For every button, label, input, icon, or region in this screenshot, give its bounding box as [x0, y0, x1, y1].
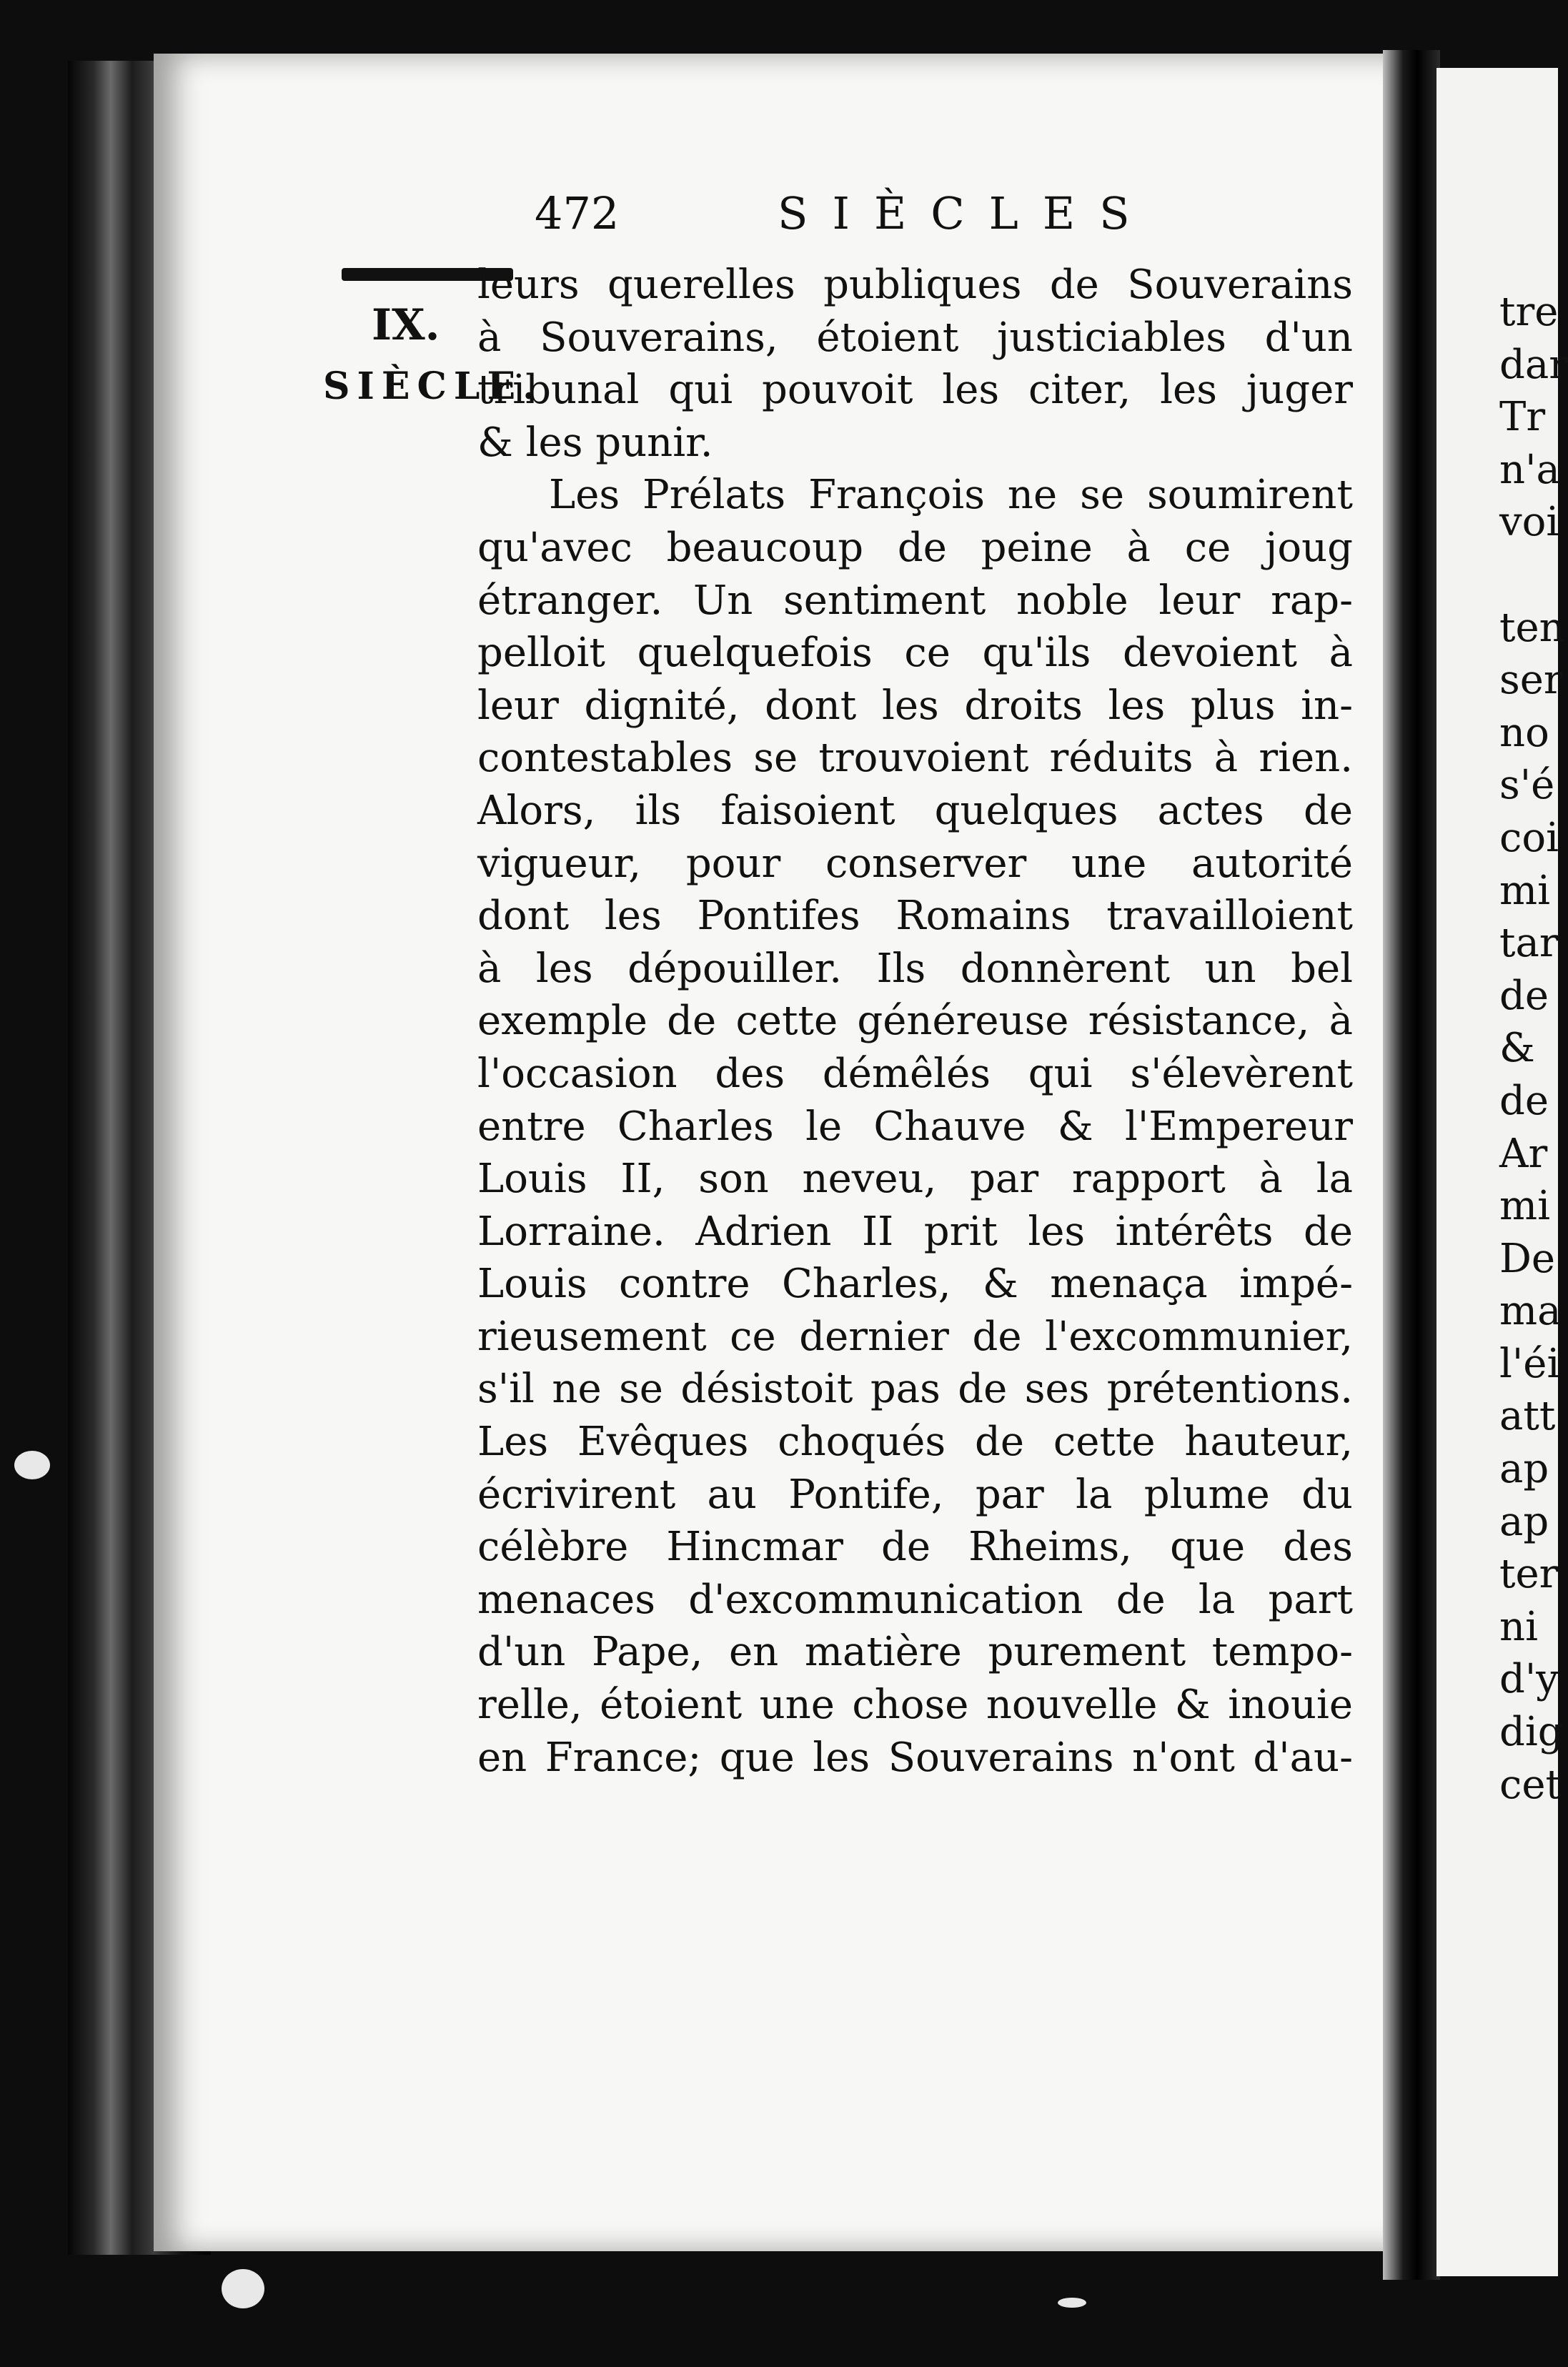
text-line: Alors, ils faisoient quelques actes de [477, 787, 1353, 834]
text-line: célèbre Hincmar de Rheims, que des [477, 1524, 1353, 1571]
text-line: Les Evêques choqués de cette hauteur, [477, 1419, 1353, 1466]
fragment: no [1499, 709, 1549, 756]
text-line: dont les Pontifes Romains travailloient [477, 893, 1353, 940]
fragment: De [1499, 1235, 1556, 1282]
text-line: à Souverains, étoient justiciables d'un [477, 314, 1353, 361]
text-line: relle, étoient une chose nouvelle & inouie [477, 1682, 1353, 1729]
fragment: dig [1499, 1709, 1564, 1756]
fragment: dar [1499, 341, 1568, 388]
fragment: Tr [1499, 394, 1546, 441]
fragment: ap [1499, 1446, 1549, 1493]
dust-speck [14, 1451, 50, 1479]
margin-century-number: IX. [372, 300, 440, 350]
text-line: Louis II, son neveu, par rapport à la [477, 1156, 1353, 1203]
text-line: à les dépouiller. Ils donnèrent un bel [477, 945, 1353, 992]
text-line: leurs querelles publiques de Souverains [477, 262, 1353, 308]
fragment: ap [1499, 1498, 1549, 1545]
text-line: s'il ne se désistoit pas de ses prétentions. [477, 1366, 1353, 1413]
text-line: pelloit quelquefois ce qu'ils devoient à [477, 630, 1353, 677]
fragment: mi [1499, 1183, 1551, 1230]
text-line: rieusement ce dernier de l'excommunier, [477, 1313, 1353, 1360]
fragment: l'éi [1499, 1340, 1560, 1387]
margin-century-label: SIÈCLE. [323, 364, 543, 408]
fragment: Ar [1499, 1130, 1548, 1177]
text-line: entre Charles le Chauve & l'Empereur [477, 1103, 1353, 1150]
fragment: & [1499, 1025, 1535, 1072]
fragment: de [1499, 1077, 1549, 1124]
text-line: étranger. Un sentiment noble leur rap- [477, 577, 1353, 624]
text-line: menaces d'excommunication de la part [477, 1576, 1353, 1623]
right-page-fragments [1499, 286, 1568, 1811]
text-line: en France; que les Souverains n'ont d'au- [477, 1734, 1353, 1781]
text-line: Louis contre Charles, & menaça impé- [477, 1261, 1353, 1308]
fragment: att [1499, 1393, 1556, 1440]
fragment: cet [1499, 1761, 1562, 1808]
text-line: l'occasion des démêlés qui s'élevèrent [477, 1050, 1353, 1097]
text-line: qu'avec beaucoup de peine à ce joug [477, 524, 1353, 571]
fragment: tar [1499, 920, 1559, 967]
text-line: tribunal qui pouvoit les citer, les juger [477, 367, 1353, 414]
fragment: coi [1499, 814, 1559, 861]
body-text [477, 259, 1353, 1784]
fragment: mi [1499, 867, 1551, 914]
fragment: ma [1499, 1288, 1562, 1335]
page-header [535, 187, 1321, 252]
fragment [1499, 549, 1558, 602]
text-line: Lorraine. Adrien II prit les intérêts de [477, 1208, 1353, 1255]
fragment: ten [1499, 604, 1565, 651]
fragment: voi [1499, 499, 1559, 546]
fragment: ter [1499, 1551, 1559, 1598]
fragment: s'é [1499, 762, 1555, 809]
text-line: d'un Pape, en matière purement tempo- [477, 1629, 1353, 1676]
fragment: ser [1499, 657, 1563, 704]
text-line: & les punir. [477, 419, 713, 466]
fragment: de [1499, 972, 1549, 1019]
text-line: Les Prélats François ne se soumirent [549, 472, 1353, 519]
fragment: n'a [1499, 446, 1560, 493]
page-gutter [1383, 50, 1440, 2280]
dust-speck [222, 2269, 264, 2308]
page-number: 472 [535, 187, 620, 239]
text-line: leur dignité, dont les droits les plus in- [477, 682, 1353, 729]
fragment: ni [1499, 1603, 1538, 1650]
fragment: tre [1499, 289, 1559, 335]
fragment: d'y [1499, 1656, 1559, 1703]
text-line: exemple de cette généreuse résistance, à [477, 998, 1353, 1045]
text-line: vigueur, pour conserver une autorité [477, 840, 1353, 887]
text-line: écrivirent au Pontife, par la plume du [477, 1471, 1353, 1518]
text-line: contestables se trouvoient réduits à rien. [477, 735, 1353, 782]
running-title: SIÈCLES [778, 187, 1154, 239]
dust-speck [1058, 2298, 1086, 2308]
